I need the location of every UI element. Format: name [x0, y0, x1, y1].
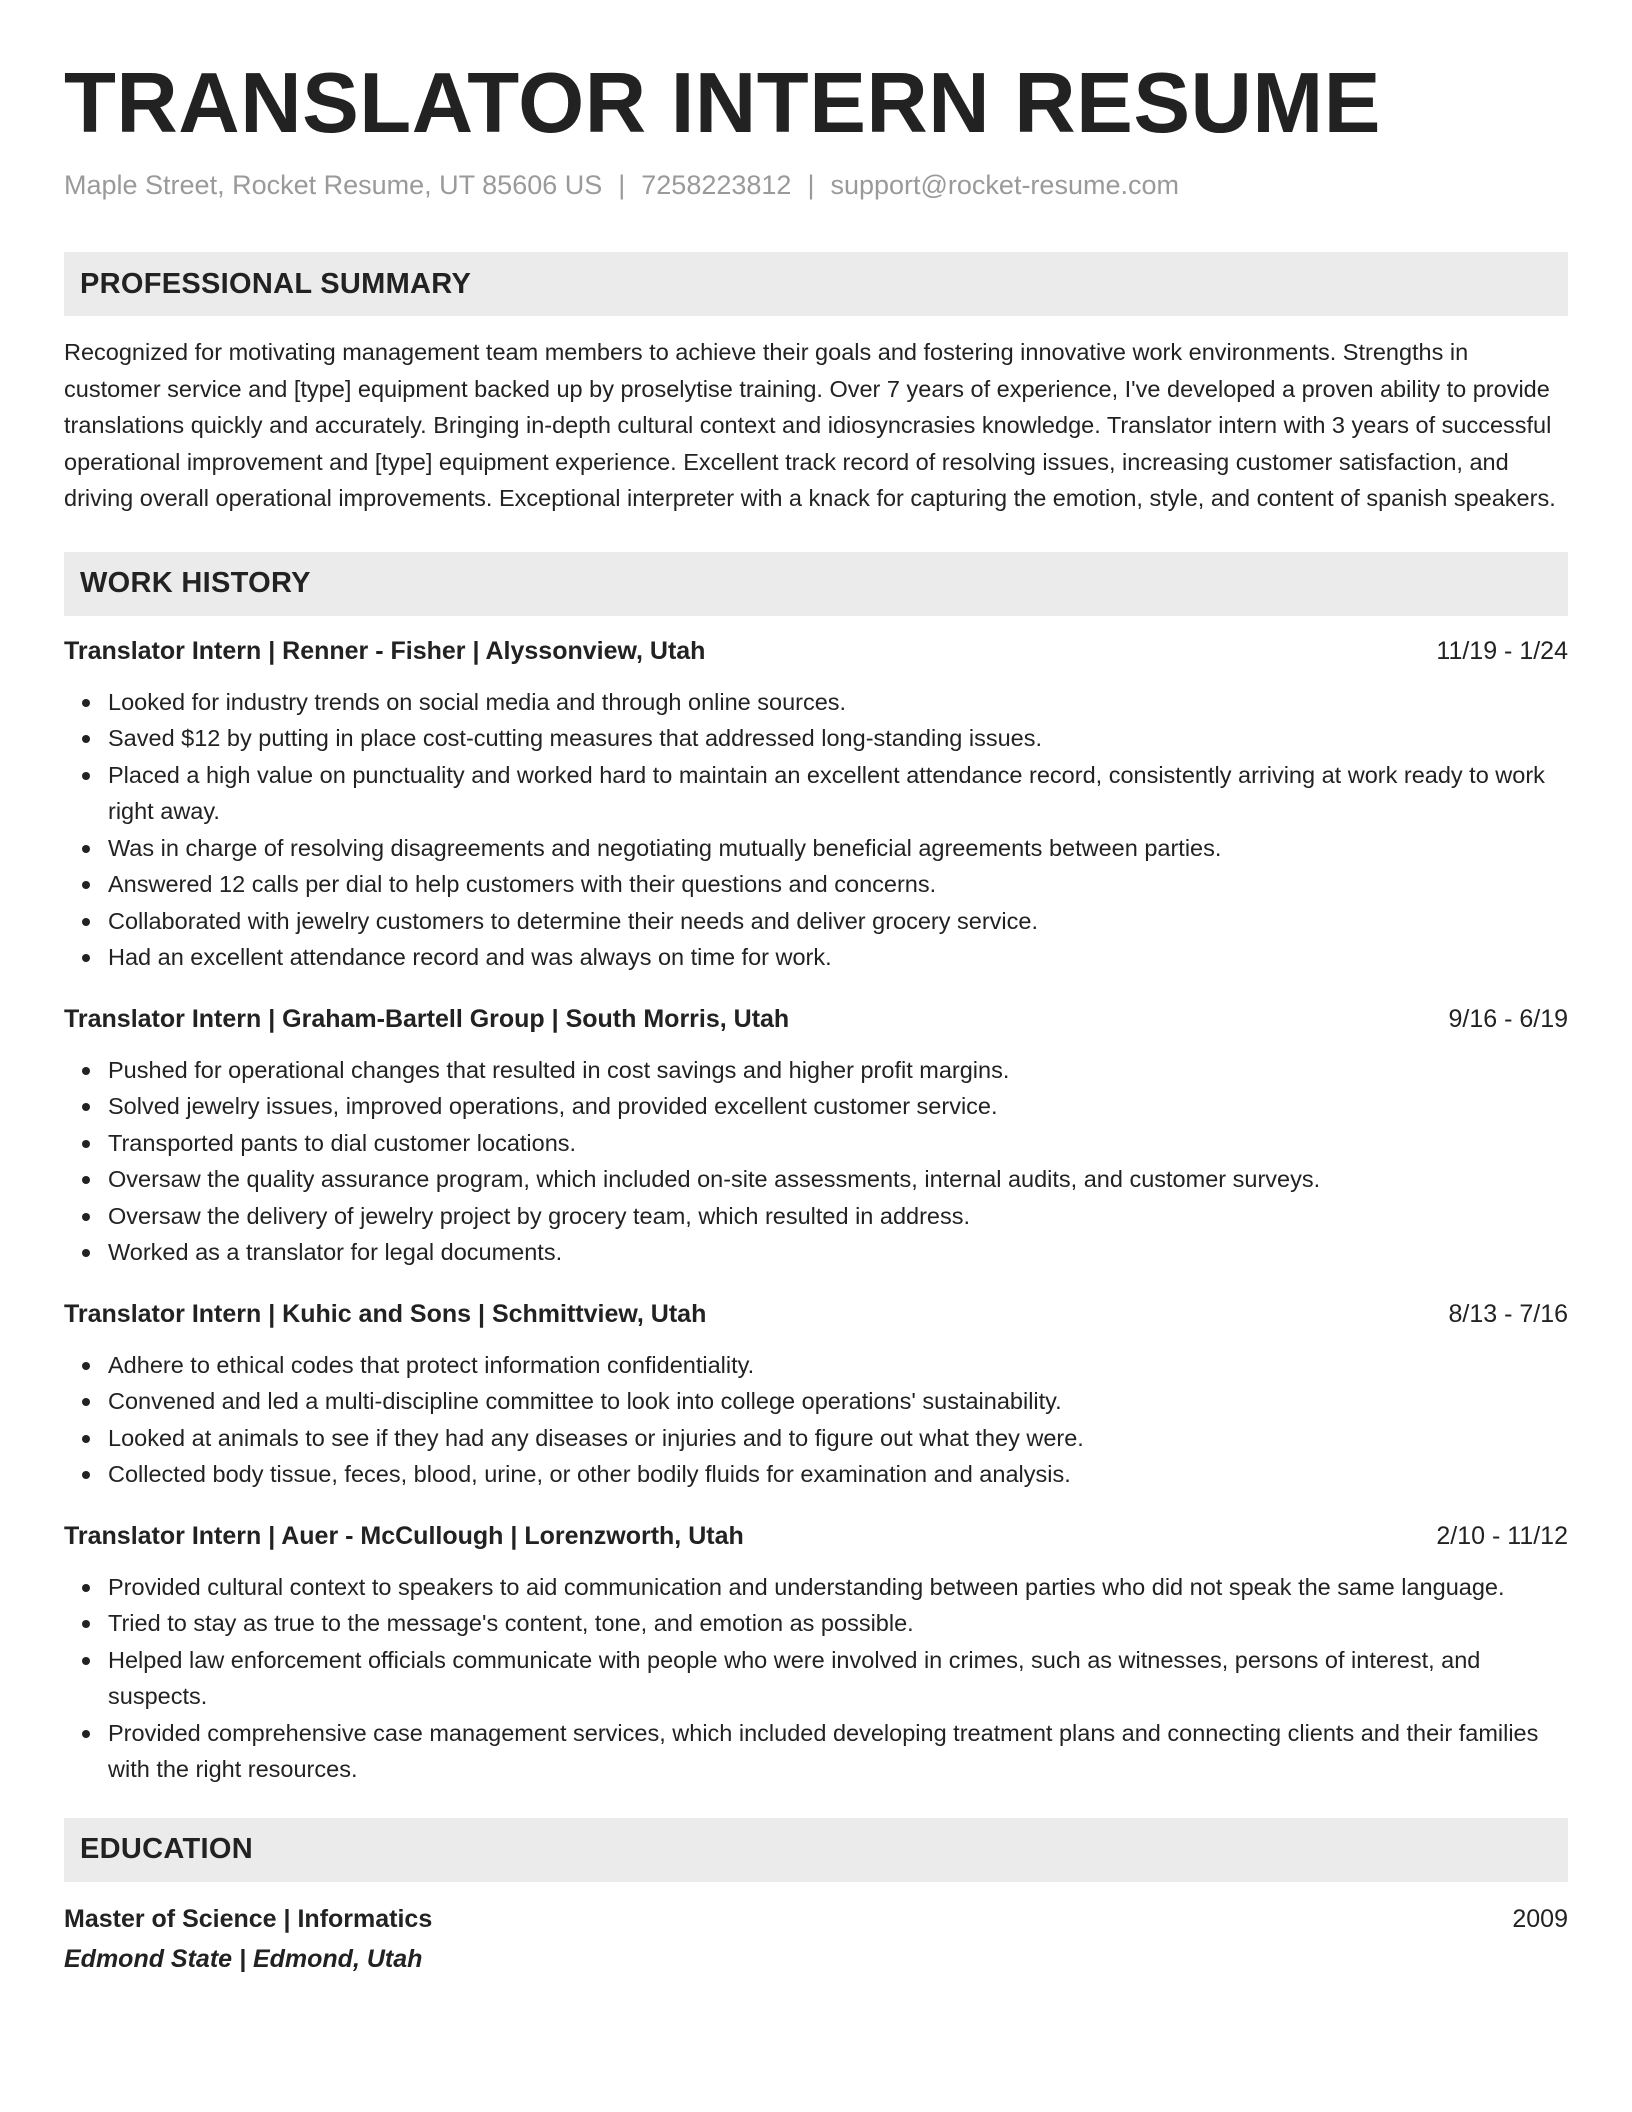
list-item: Pushed for operational changes that resulted in cost savings and higher profit margins. — [108, 1052, 1568, 1089]
job-entry — [64, 1297, 1568, 1493]
list-item: Collaborated with jewelry customers to determine their needs and deliver grocery service. — [108, 903, 1568, 940]
work-history-heading: WORK HISTORY — [64, 552, 1568, 616]
list-item: Adhere to ethical codes that protect information confidentiality. — [108, 1347, 1568, 1384]
education-header — [64, 1902, 1568, 1936]
list-item: Saved $12 by putting in place cost-cutting measures that addressed long-standing issues. — [108, 720, 1568, 757]
job-header — [64, 1297, 1568, 1331]
job-title: Translator Intern | Renner - Fisher | Alyssonview, Utah — [64, 636, 706, 665]
list-item: Worked as a translator for legal documents. — [108, 1234, 1568, 1271]
job-bullets — [64, 1052, 1568, 1271]
education-degree: Master of Science | Informatics — [64, 1904, 433, 1933]
list-item: Was in charge of resolving disagreements and negotiating mutually beneficial agreements between parties. — [108, 830, 1568, 867]
job-bullets — [64, 1569, 1568, 1788]
job-title: Translator Intern | Kuhic and Sons | Schmittview, Utah — [64, 1299, 707, 1328]
contact-phone: 7258223812 — [641, 170, 792, 200]
job-entry — [64, 1002, 1568, 1271]
job-dates: 2/10 - 11/12 — [1436, 1521, 1568, 1550]
page-title: TRANSLATOR INTERN RESUME — [64, 56, 1381, 151]
list-item: Provided cultural context to speakers to aid communication and understanding between parties who did not speak the same language. — [108, 1569, 1568, 1606]
job-header — [64, 1519, 1568, 1553]
list-item: Looked for industry trends on social media and through online sources. — [108, 684, 1568, 721]
contact-separator: | — [807, 170, 815, 200]
list-item: Oversaw the delivery of jewelry project by grocery team, which resulted in address. — [108, 1198, 1568, 1235]
job-header — [64, 1002, 1568, 1036]
list-item: Provided comprehensive case management services, which included developing treatment plans and connecting clients and their families with the right resources. — [108, 1715, 1568, 1788]
list-item: Placed a high value on punctuality and worked hard to maintain an excellent attendance record, consistently arriving at work ready to work right away. — [108, 757, 1568, 830]
job-dates: 9/16 - 6/19 — [1448, 1004, 1568, 1033]
contact-email: support@rocket-resume.com — [830, 170, 1179, 200]
list-item: Had an excellent attendance record and was always on time for work. — [108, 939, 1568, 976]
job-dates: 8/13 - 7/16 — [1448, 1299, 1568, 1328]
list-item: Tried to stay as true to the message's content, tone, and emotion as possible. — [108, 1605, 1568, 1642]
job-entry — [64, 634, 1568, 976]
job-header — [64, 634, 1568, 668]
list-item: Transported pants to dial customer locations. — [108, 1125, 1568, 1162]
summary-text: Recognized for motivating management team members to achieve their goals and fostering innovative work environments. Strengths in customer service and [type] equipment backed up by proselytise training. Over 7 years of experience, I've developed a proven ability to provide translations quickly and accurately. Bringing in-depth cultural context and idiosyncrasies knowledge. Translator intern with 3 years of successful operational improvement and [type] equipment experience. Excellent track record of resolving issues, increasing customer satisfaction, and driving overall operational improvements. Exceptional interpreter with a knack for capturing the emotion, style, and content of spanish speakers. — [64, 339, 1556, 511]
job-bullets — [64, 684, 1568, 976]
contact-separator: | — [618, 170, 626, 200]
list-item: Collected body tissue, feces, blood, urine, or other bodily fluids for examination and analysis. — [108, 1456, 1568, 1493]
list-item: Helped law enforcement officials communicate with people who were involved in crimes, such as witnesses, persons of interest, and suspects. — [108, 1642, 1568, 1715]
resume-page — [64, 0, 1568, 1976]
contact-line — [64, 168, 1568, 202]
education-year: 2009 — [1512, 1904, 1568, 1933]
job-title: Translator Intern | Auer - McCullough | Lorenzworth, Utah — [64, 1521, 744, 1550]
job-title: Translator Intern | Graham-Bartell Group | South Morris, Utah — [64, 1004, 790, 1033]
job-entry — [64, 1519, 1568, 1788]
job-bullets — [64, 1347, 1568, 1493]
list-item: Oversaw the quality assurance program, which included on-site assessments, internal audits, and customer surveys. — [108, 1161, 1568, 1198]
education-school: Edmond State | Edmond, Utah — [64, 1944, 423, 1973]
summary-heading: PROFESSIONAL SUMMARY — [64, 252, 1568, 316]
contact-address: Maple Street, Rocket Resume, UT 85606 US — [64, 170, 603, 200]
education-heading: EDUCATION — [64, 1818, 1568, 1882]
list-item: Solved jewelry issues, improved operations, and provided excellent customer service. — [108, 1088, 1568, 1125]
job-dates: 11/19 - 1/24 — [1436, 636, 1568, 665]
list-item: Convened and led a multi-discipline committee to look into college operations' sustainability. — [108, 1383, 1568, 1420]
list-item: Answered 12 calls per dial to help customers with their questions and concerns. — [108, 866, 1568, 903]
list-item: Looked at animals to see if they had any diseases or injuries and to figure out what they were. — [108, 1420, 1568, 1457]
